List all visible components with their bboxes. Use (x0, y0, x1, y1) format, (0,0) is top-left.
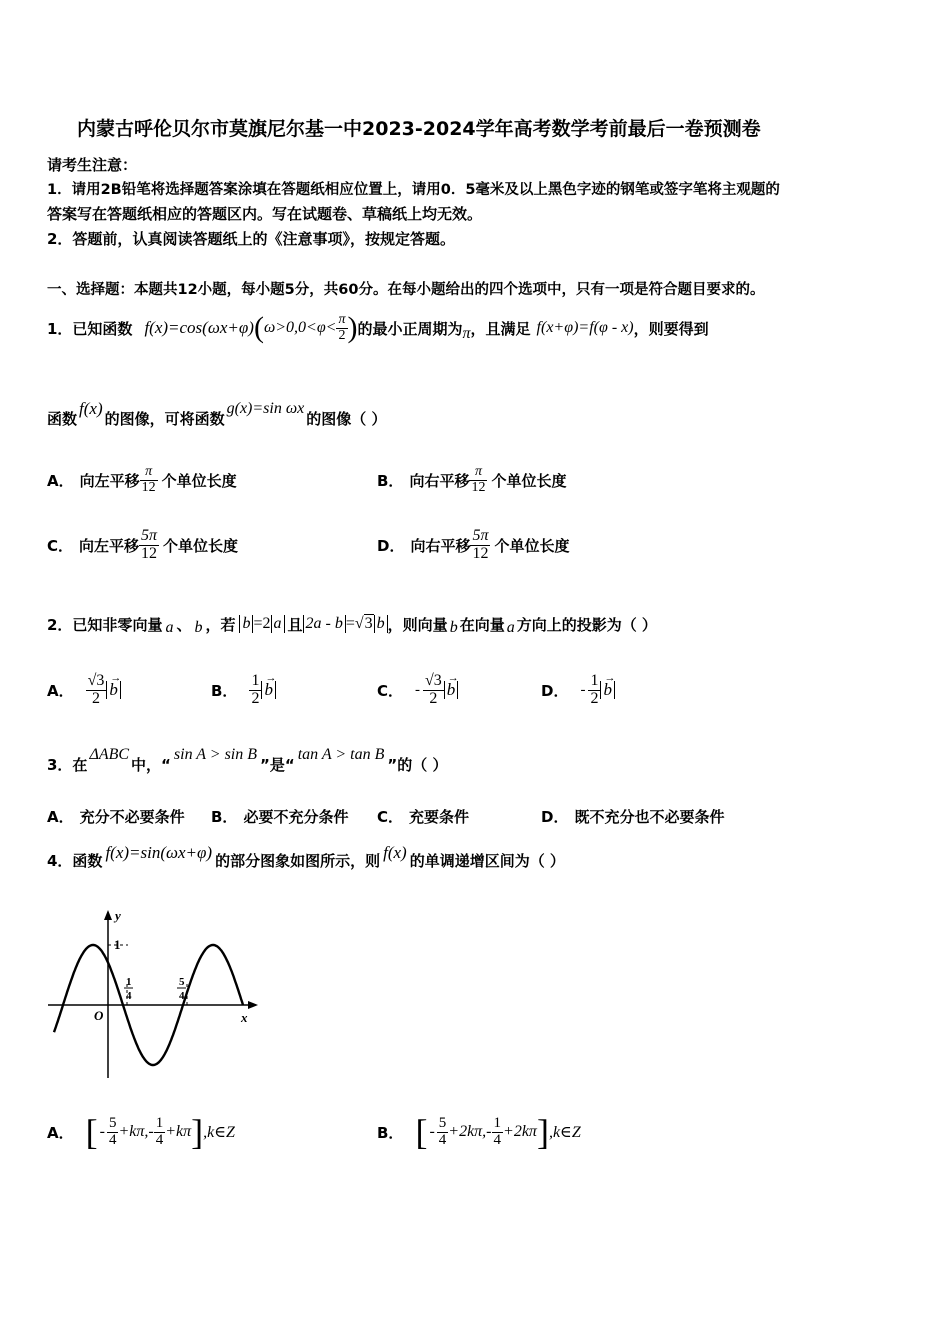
option-post: 个单位长度 (161, 471, 237, 490)
tick-five-den: 4 (179, 990, 185, 1002)
option-term-1: +2kπ,- (448, 1123, 492, 1140)
q1-paren-open: ( (253, 311, 264, 344)
option-label: C． (377, 808, 404, 826)
option-tail: ,k∈Z (548, 1124, 581, 1141)
q3-cond2: tan A > tan B (297, 746, 385, 763)
option-term-2: +2kπ (503, 1123, 537, 1140)
option-label: B． (211, 808, 238, 826)
option-fraction: $\frac{1}{2}$ (251, 671, 260, 707)
option-vector: b → (444, 681, 459, 700)
q3-option-c[interactable] (377, 806, 469, 827)
section-heading: 一、选择题：本题共12小题，每小题5分，共60分。在每小题给出的四个选项中，只有一项是符合题目要求的。 (47, 282, 765, 298)
q1-fx: f(x) (79, 399, 103, 418)
bracket-close: ] (191, 1112, 204, 1152)
option-label: A． (47, 1123, 74, 1142)
q1-option-b[interactable] (377, 458, 566, 502)
q3-option-b[interactable] (211, 806, 348, 827)
y-axis-label: y (115, 908, 121, 923)
option-label: D． (377, 536, 405, 555)
q4-option-a[interactable] (47, 1104, 235, 1160)
q2-option-d[interactable] (541, 662, 615, 718)
option-label: C． (47, 536, 74, 555)
option-fraction: $\frac{5\pi}{12}$ (472, 526, 489, 562)
q4-mid: 的部分图象如图所示，则 (215, 851, 381, 870)
q1-equation: f(x+φ)=f(φ - x) (536, 319, 634, 336)
q1-period-value: π (462, 325, 471, 342)
q2-option-b[interactable] (211, 662, 276, 718)
option-fraction: $\frac{√3}{2}$ (87, 671, 105, 707)
q2-option-c[interactable] (377, 662, 458, 718)
notice-line1b: 答案写在答题纸相应的答题区内。写在试题卷、草稿纸上均无效。 (47, 205, 483, 223)
option-label: A． (47, 471, 74, 490)
option-pre: 向右平移 (410, 536, 471, 555)
q1-option-d[interactable] (377, 520, 570, 570)
q4-sine-graph (40, 900, 270, 1085)
option-sign: - (580, 681, 586, 698)
option-label: C． (377, 681, 404, 700)
option-pre: 向左平移 (79, 536, 140, 555)
option-label: B． (211, 681, 238, 700)
minus-sign: - (429, 1123, 435, 1140)
q2-vb: b (449, 619, 458, 636)
q1-paren-close: ) (347, 311, 358, 344)
q4-fx: f(x) (383, 843, 407, 862)
option-pre: 向左平移 (79, 471, 140, 490)
q4-end: 的单调递增区间为（ ） (409, 851, 565, 870)
q2-sep: 、 (176, 615, 192, 634)
q2-cond2: 2a - b =√3 b (303, 615, 388, 633)
option-label: A． (47, 681, 74, 700)
tick-quarter-den: 4 (126, 990, 132, 1002)
q1-text-end: ，则要得到 (633, 319, 709, 338)
option-fraction: $\frac{\pi}{12}$ (141, 463, 156, 495)
minus-sign: - (99, 1123, 105, 1140)
q1-gx: g(x)=sin ωx (226, 400, 305, 417)
option-label: D． (541, 808, 569, 826)
q2-vec-a: a (165, 619, 174, 636)
question-4 (47, 840, 565, 880)
q1-option-c[interactable] (47, 520, 238, 570)
option-label: A． (47, 808, 74, 826)
option-text: 充要条件 (409, 808, 470, 826)
bracket-open: [ (85, 1112, 98, 1152)
q2-qie: 且 (287, 615, 303, 634)
q3-mid2: ”是“ (260, 755, 295, 774)
option-fraction-2: $\frac{1}{4}$ (493, 1114, 502, 1148)
y-axis-arrow (104, 910, 112, 920)
q1-number: 1．已知函数 (47, 319, 133, 338)
q2-mid2: 在向量 (459, 615, 505, 634)
option-vector: b → (106, 681, 121, 700)
option-vector: b → (261, 681, 276, 700)
q3-option-a[interactable] (47, 806, 185, 827)
option-text: 既不充分也不必要条件 (574, 808, 725, 826)
option-fraction-1: $\frac{5}{4}$ (108, 1114, 117, 1148)
option-post: 个单位长度 (163, 536, 239, 555)
question-2 (47, 606, 657, 642)
q2-mid: ，则向量 (387, 615, 448, 634)
notice-line2: 2．答题前，认真阅读答题纸上的《注意事项》，按规定答题。 (47, 230, 455, 248)
q1-option-a[interactable] (47, 458, 237, 502)
q1-text-period: 的最小正周期为 (357, 319, 463, 338)
q3-mid1: 中，“ (131, 755, 171, 774)
option-fraction-2: $\frac{1}{4}$ (155, 1114, 164, 1148)
question-1-line1 (47, 306, 709, 350)
q3-number: 3．在 (47, 755, 88, 774)
option-sign: - (415, 681, 421, 698)
option-term-2: +kπ (165, 1123, 192, 1140)
q1-text-satisfy: ，且满足 (470, 319, 531, 338)
q1-function: f(x)=cos(ωx+φ) (144, 318, 254, 337)
q4-option-b[interactable] (377, 1104, 581, 1160)
option-tail: ,k∈Z (203, 1124, 235, 1141)
q3-option-d[interactable] (541, 806, 724, 827)
option-label: B． (377, 1123, 404, 1142)
option-fraction: $\frac{1}{2}$ (590, 671, 599, 707)
q1-condition: ω>0,0<φ< (263, 319, 337, 336)
q1-cond-fraction: $\frac{\pi}{2}$ (338, 311, 346, 343)
bracket-close: ] (536, 1112, 549, 1152)
x-axis-arrow (248, 1001, 258, 1009)
option-text: 必要不充分条件 (243, 808, 349, 826)
bracket-open: [ (415, 1112, 428, 1152)
q1-line2-a: 函数 (47, 409, 78, 428)
origin-label: O (94, 1008, 104, 1023)
x-axis-label: x (241, 1010, 248, 1025)
option-text: 充分不必要条件 (79, 808, 185, 826)
option-label: B． (377, 471, 404, 490)
page-title: 内蒙古呼伦贝尔市莫旗尼尔基一中2023-2024学年高考数学考前最后一卷预测卷 (77, 118, 761, 140)
q2-ruo: ，若 (205, 615, 236, 634)
notice-heading: 请考生注意： (47, 156, 138, 174)
q3-triangle: ΔABC (89, 746, 130, 763)
q3-end: ”的（ ） (387, 755, 448, 774)
question-3 (47, 744, 447, 784)
q3-cond1: sin A > sin B (173, 746, 258, 763)
q2-number: 2．已知非零向量 (47, 615, 163, 634)
q1-line2-b: 的图像，可将函数 (104, 409, 225, 428)
q2-cond1: b =2 a (239, 615, 284, 633)
option-fraction: $\frac{5\pi}{12}$ (141, 526, 158, 562)
q2-va: a (506, 619, 515, 636)
option-vector: b → (600, 681, 615, 700)
option-pre: 向右平移 (409, 471, 470, 490)
y-tick-one: 1 (114, 937, 121, 952)
option-fraction: $\frac{\pi}{12}$ (471, 463, 486, 495)
q2-option-a[interactable] (47, 662, 121, 718)
tick-five-num: 5 (179, 976, 185, 988)
q4-number: 4．函数 (47, 851, 103, 870)
option-post: 个单位长度 (491, 471, 567, 490)
option-label: D． (541, 681, 569, 700)
q1-line2-c: 的图像（ ） (306, 409, 387, 428)
option-post: 个单位长度 (494, 536, 570, 555)
q2-vec-b: b (194, 619, 203, 636)
tick-quarter-num: 1 (126, 976, 132, 988)
question-1-line2 (47, 398, 386, 438)
option-term-1: +kπ,- (118, 1123, 154, 1140)
option-fraction-1: $\frac{5}{4}$ (438, 1114, 447, 1148)
notice-line1a: 1．请用2B铅笔将选择题答案涂填在答题纸相应位置上，请用0．5毫米及以上黑色字迹的钢笔或签字笔将主观题的 (47, 182, 780, 198)
q2-end: 方向上的投影为（ ） (516, 615, 657, 634)
option-fraction: $\frac{√3}{2}$ (425, 671, 442, 707)
q4-function: f(x)=sin(ωx+φ) (105, 843, 213, 862)
